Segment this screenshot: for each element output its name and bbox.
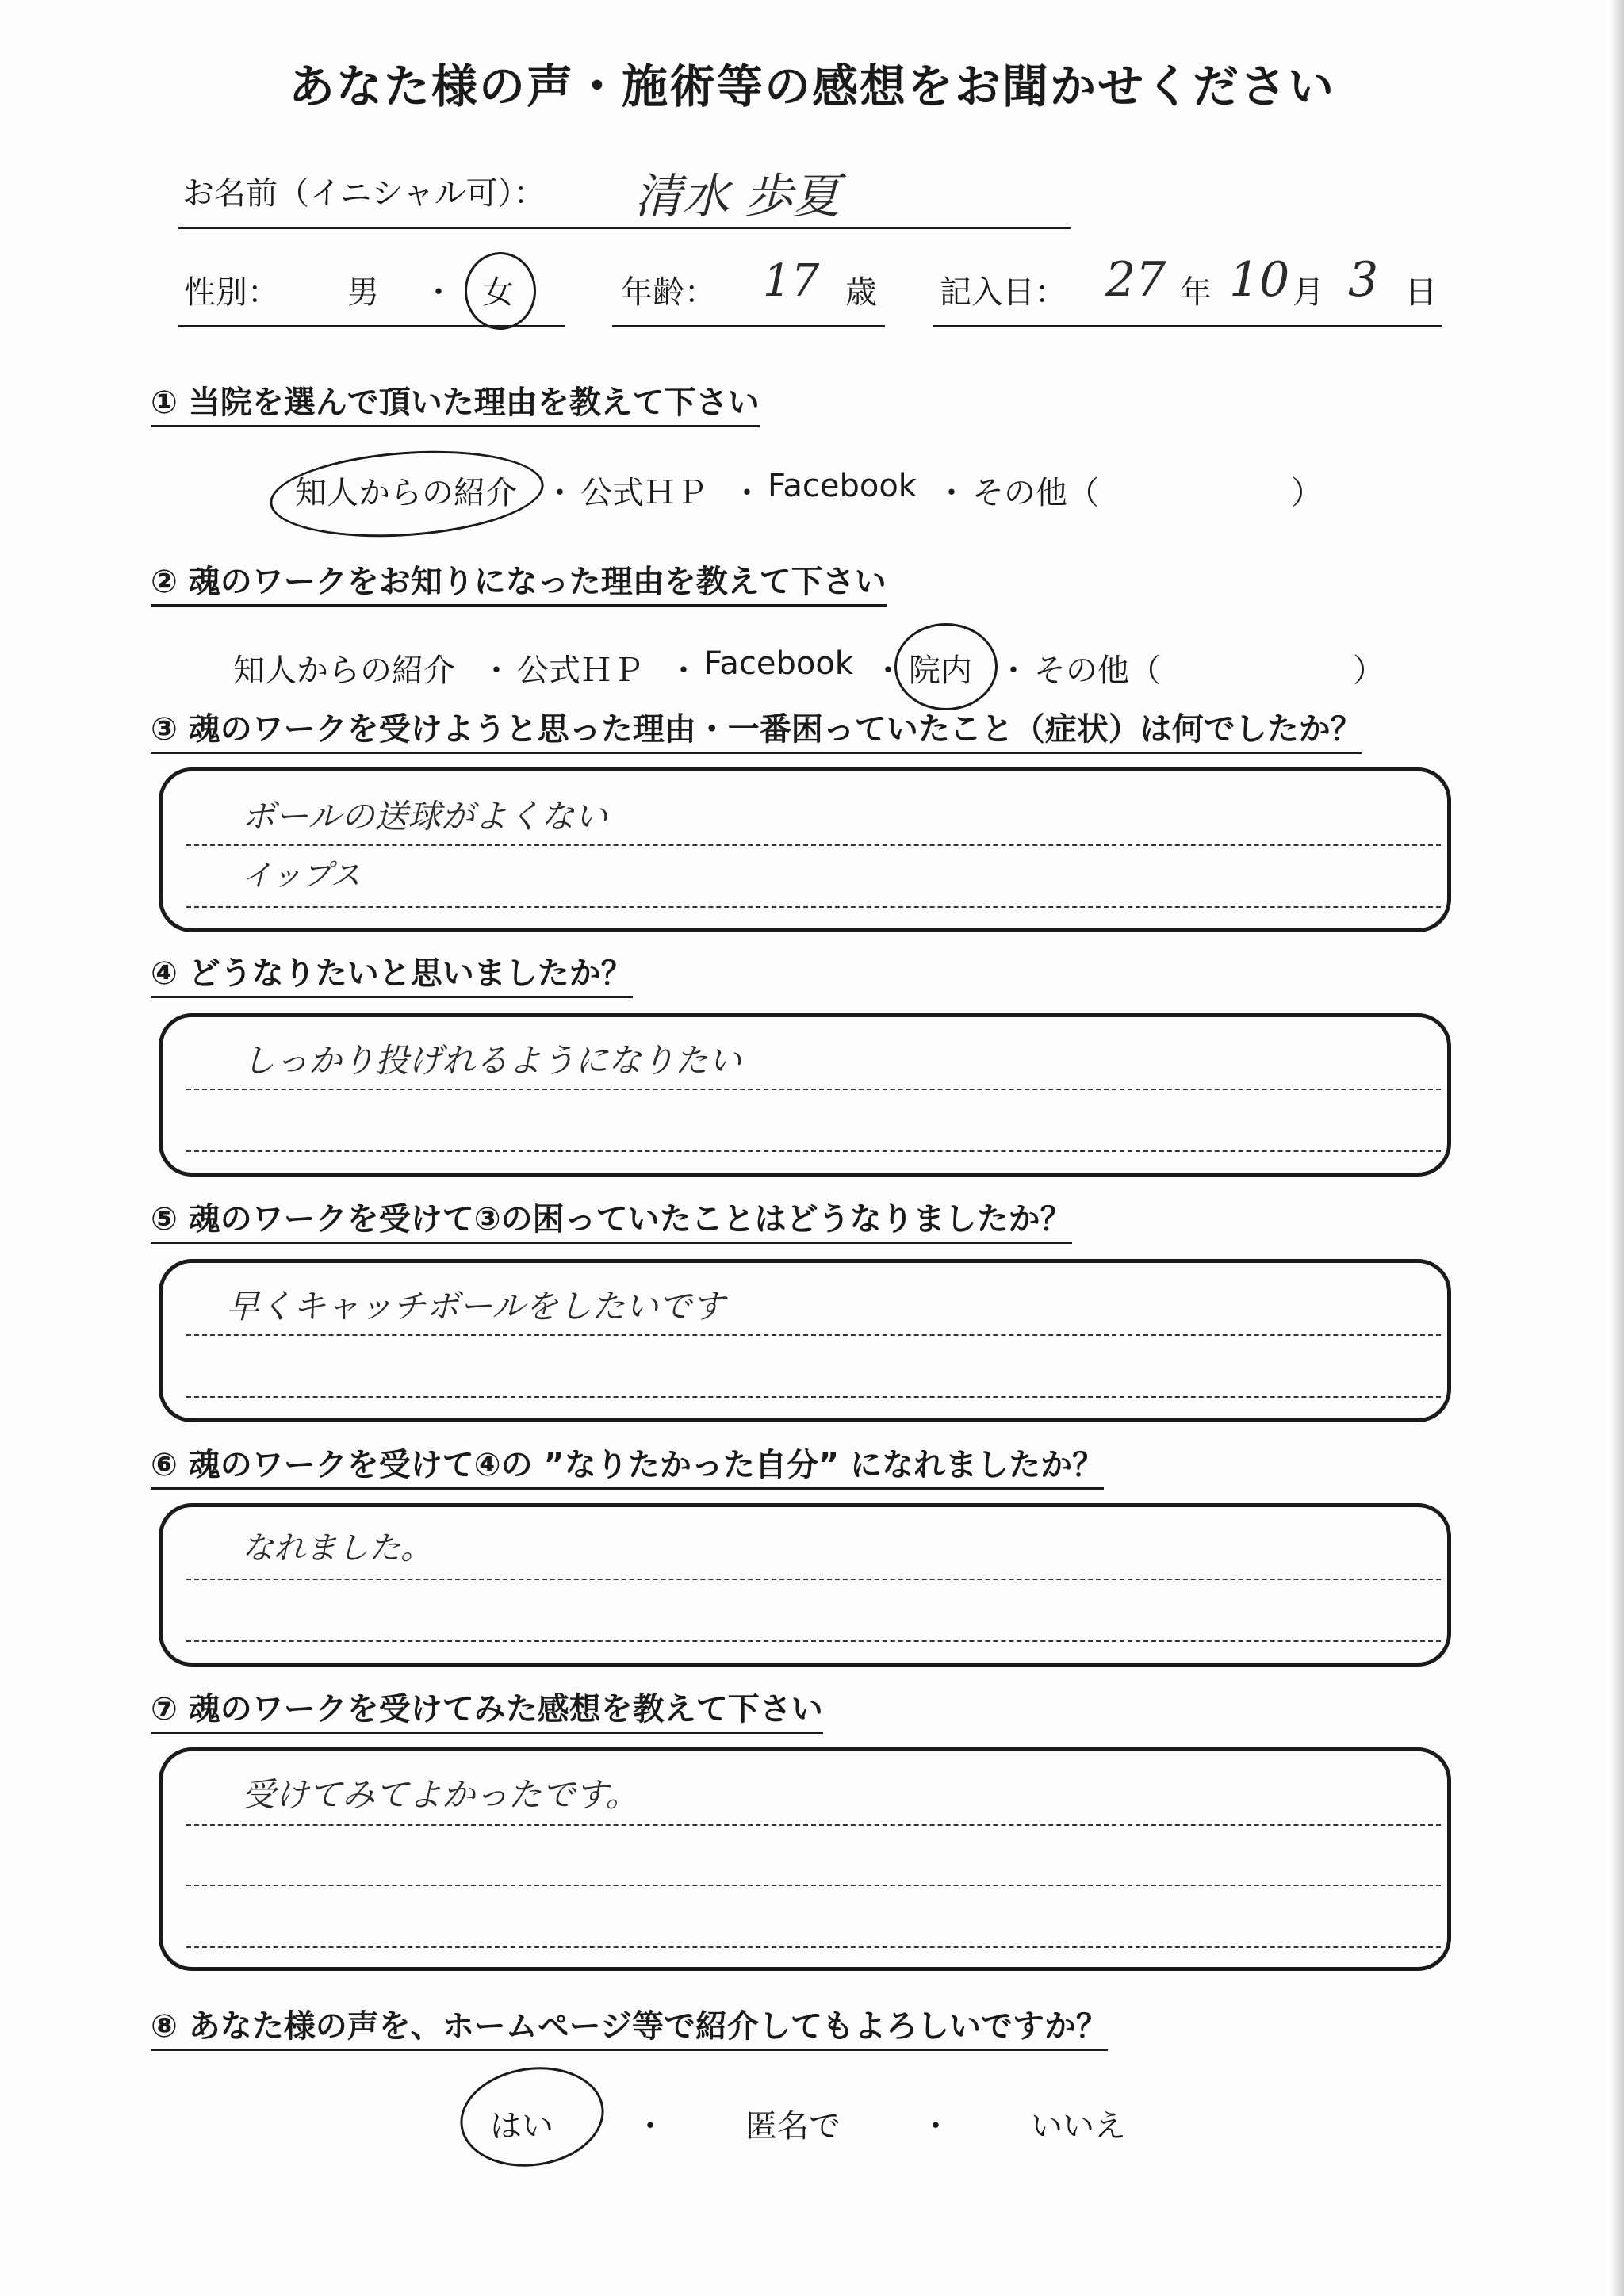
q1-referral-circle-mark	[267, 442, 547, 545]
q5-ruled-line-2	[186, 1396, 1441, 1398]
q3-answer-box	[159, 767, 1451, 932]
age-unit: 歳	[845, 274, 877, 311]
day-value: 3	[1348, 252, 1379, 308]
q5-answer-line-1: 早くキャッチボールをしたいです	[226, 1287, 726, 1326]
name-label: お名前（イニシャル可）：	[182, 175, 546, 212]
q6-ruled-line-1	[186, 1578, 1441, 1580]
gender-female: 女	[482, 274, 514, 311]
q2-in-clinic-circle-mark	[894, 623, 998, 710]
date-underline	[933, 325, 1442, 327]
q8-option-yes: はい	[490, 2108, 553, 2145]
gender-male: 男	[347, 274, 379, 311]
q3-answer-line-1: ボールの送球がよくない	[242, 797, 608, 836]
name-value: 清水 歩夏	[634, 169, 841, 224]
gender-label: 性別：	[184, 274, 279, 311]
q1-option-referral: 知人からの紹介	[295, 475, 517, 511]
q3-heading: ③ 魂のワークを受けようと思った理由・一番困っていたこと（症状）は何でしたか？	[151, 709, 1362, 754]
q2-dot-1: ・	[481, 652, 512, 689]
gender-underline	[178, 325, 565, 327]
q7-ruled-line-2	[186, 1885, 1441, 1886]
q1-dot-2: ・	[731, 475, 763, 511]
q4-ruled-line-1	[186, 1089, 1441, 1090]
q6-ruled-line-2	[186, 1640, 1441, 1642]
age-underline	[612, 325, 885, 327]
q7-answer-line-1: 受けてみてよかったです。	[242, 1775, 639, 1814]
q8-dot-1: ・	[634, 2108, 666, 2145]
gender-dot: ・	[423, 274, 454, 311]
month-unit: 月	[1293, 274, 1324, 311]
q2-option-in-clinic: 院内	[909, 652, 972, 689]
q5-heading: ⑤ 魂のワークを受けて③の困っていたことはどうなりましたか？	[151, 1199, 1072, 1244]
q2-other-close: ）	[1353, 652, 1385, 689]
q4-heading: ④ どうなりたいと思いましたか？	[151, 953, 633, 998]
q8-option-anonymous: 匿名で	[745, 2108, 841, 2145]
page-edge-shadow	[1610, 0, 1624, 2296]
q8-heading: ⑧ あなた様の声を、ホームページ等で紹介してもよろしいですか？	[151, 2006, 1108, 2051]
q3-ruled-line-1	[186, 844, 1441, 846]
q1-other-close: ）	[1291, 475, 1323, 511]
year-value: 27	[1105, 252, 1166, 308]
q2-option-referral: 知人からの紹介	[233, 652, 455, 689]
q4-ruled-line-2	[186, 1150, 1441, 1152]
q3-ruled-line-2	[186, 906, 1441, 908]
form-title: あなた様の声・施術等の感想をお聞かせください	[288, 59, 1335, 113]
name-underline	[178, 227, 1071, 229]
q3-answer-line-2: イップス	[242, 858, 361, 893]
q2-dot-4: ・	[998, 652, 1029, 689]
q6-answer-box	[159, 1503, 1451, 1667]
q7-ruled-line-3	[186, 1946, 1441, 1948]
q2-option-facebook: Facebook	[704, 645, 853, 682]
q7-answer-box	[159, 1747, 1451, 1971]
q7-heading: ⑦ 魂のワークを受けてみた感想を教えて下さい	[151, 1689, 823, 1734]
q2-heading: ② 魂のワークをお知りになった理由を教えて下さい	[151, 561, 887, 607]
q1-option-facebook: Facebook	[768, 468, 917, 504]
q2-dot-3: ・	[872, 652, 904, 689]
q2-option-other: その他（	[1034, 652, 1161, 689]
q6-answer-line-1: なれました。	[242, 1530, 432, 1567]
year-unit: 年	[1180, 274, 1212, 311]
q5-answer-box	[159, 1259, 1451, 1422]
date-label: 記入日：	[940, 274, 1067, 311]
q1-dot-1: ・	[544, 475, 576, 511]
q4-answer-line-1: しっかり投げれるようになりたい	[242, 1041, 742, 1080]
q8-option-no: いいえ	[1031, 2108, 1126, 2145]
q7-ruled-line-1	[186, 1824, 1441, 1826]
q1-option-other: その他（	[972, 475, 1099, 511]
q4-answer-box	[159, 1013, 1451, 1177]
q2-option-website: 公式ＨＰ	[517, 652, 644, 689]
q1-heading: ① 当院を選んで頂いた理由を教えて下さい	[151, 382, 760, 427]
q2-dot-2: ・	[668, 652, 699, 689]
day-unit: 日	[1405, 274, 1437, 311]
q8-yes-circle-mark	[454, 2058, 610, 2175]
age-value: 17	[763, 255, 820, 307]
q1-dot-3: ・	[936, 475, 967, 511]
gender-female-circle-mark	[465, 252, 536, 330]
q5-ruled-line-1	[186, 1334, 1441, 1336]
q8-dot-2: ・	[920, 2108, 952, 2145]
q1-option-website: 公式ＨＰ	[580, 475, 707, 511]
age-label: 年齢：	[621, 274, 716, 311]
q6-heading: ⑥ 魂のワークを受けて④の ”なりたかった自分” になれましたか？	[151, 1445, 1104, 1490]
month-value: 10	[1229, 252, 1290, 308]
